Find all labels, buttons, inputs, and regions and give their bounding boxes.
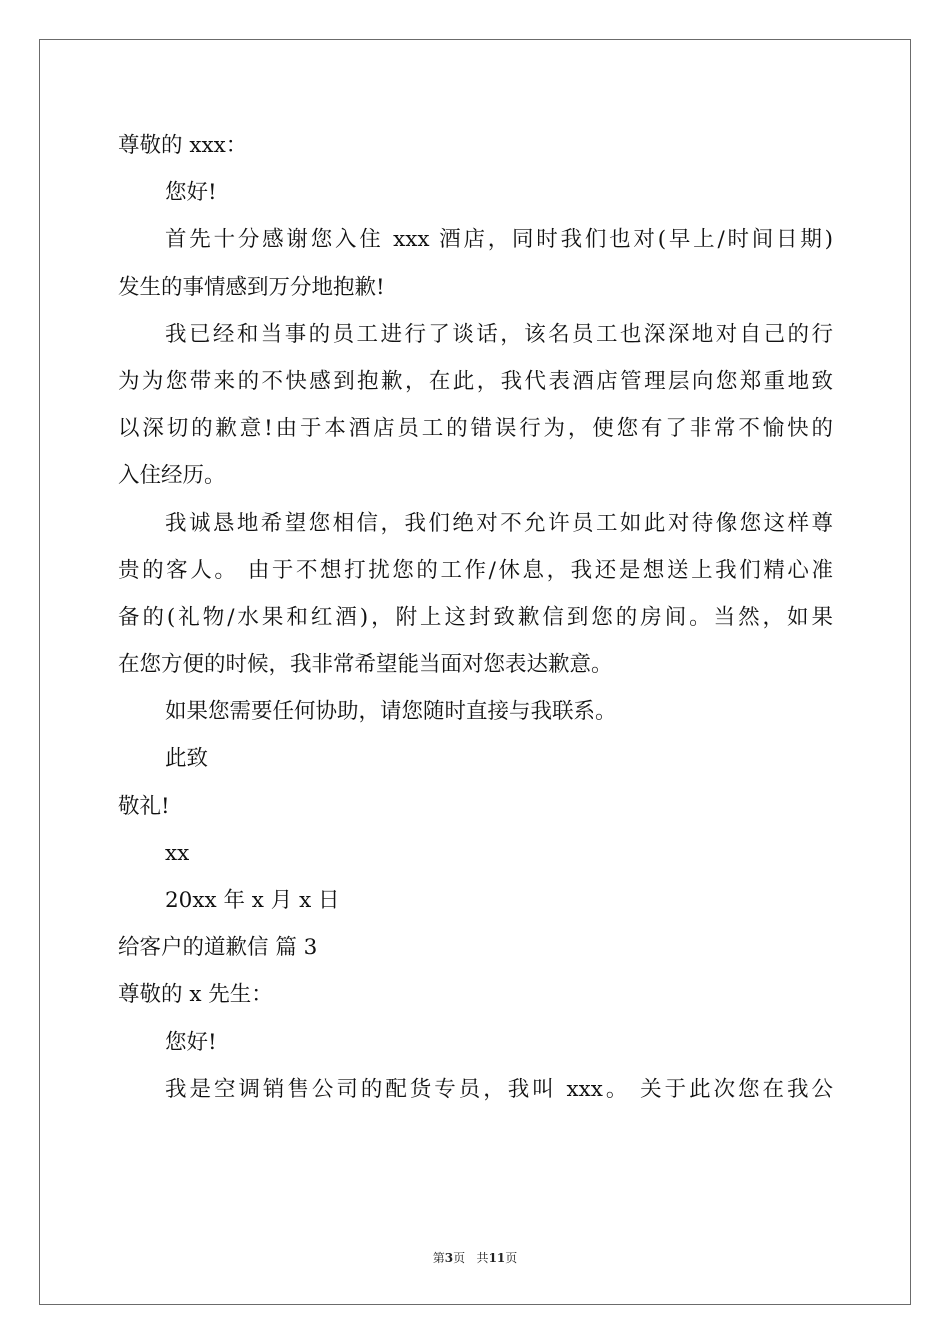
paragraph-line: 首先十分感谢您入住 xxx 酒店，同时我们也对(早上/时间日期): [165, 227, 833, 253]
total-pages: 11: [488, 1251, 506, 1265]
section-heading: 给客户的道歉信 篇 3: [118, 935, 318, 961]
total-prefix: 共: [476, 1251, 489, 1265]
page-prefix: 第: [432, 1251, 445, 1265]
paragraph-line: 在您方便的时候，我非常希望能当面对您表达歉意。: [118, 652, 613, 678]
page-footer: [0, 1249, 950, 1266]
greeting: 您好!: [165, 180, 217, 206]
paragraph-line: 为为您带来的不快感到抱歉，在此，我代表酒店管理层向您郑重地致: [118, 368, 833, 394]
page-suffix: 页: [453, 1251, 466, 1265]
paragraph-line: 发生的事情感到万分地抱歉!: [118, 274, 385, 300]
salutation: 尊敬的 x 先生：: [118, 982, 273, 1008]
closing: 此致: [165, 746, 209, 772]
page-number: 3: [444, 1251, 454, 1265]
paragraph-line: 我已经和当事的员工进行了谈话，该名员工也深深地对自己的行: [165, 321, 833, 347]
salutation: 尊敬的 xxx：: [118, 133, 248, 158]
greeting: 您好!: [165, 1029, 217, 1055]
total-suffix: 页: [505, 1251, 518, 1265]
paragraph-line: 备的(礼物/水果和红酒)，附上这封致歉信到您的房间。当然，如果: [118, 604, 833, 630]
paragraph-line: 贵的客人。 由于不想打扰您的工作/休息，我还是想送上我们精心准: [118, 557, 833, 583]
letter-body: [118, 131, 833, 1122]
paragraph-line: 我是空调销售公司的配货专员，我叫 xxx。 关于此次您在我公: [165, 1076, 833, 1102]
paragraph-line: 我诚恳地希望您相信，我们绝对不允许员工如此对待像您这样尊: [165, 510, 833, 536]
paragraph-line: 如果您需要任何协助，请您随时直接与我联系。: [165, 699, 617, 725]
closing-regards: 敬礼!: [118, 793, 170, 819]
paragraph-line: 以深切的歉意!由于本酒店员工的错误行为，使您有了非常不愉快的: [118, 416, 833, 442]
signature: xx: [165, 840, 190, 866]
date: 20xx 年 x 月 x 日: [165, 888, 340, 913]
paragraph-line: 入住经历。: [118, 463, 226, 489]
